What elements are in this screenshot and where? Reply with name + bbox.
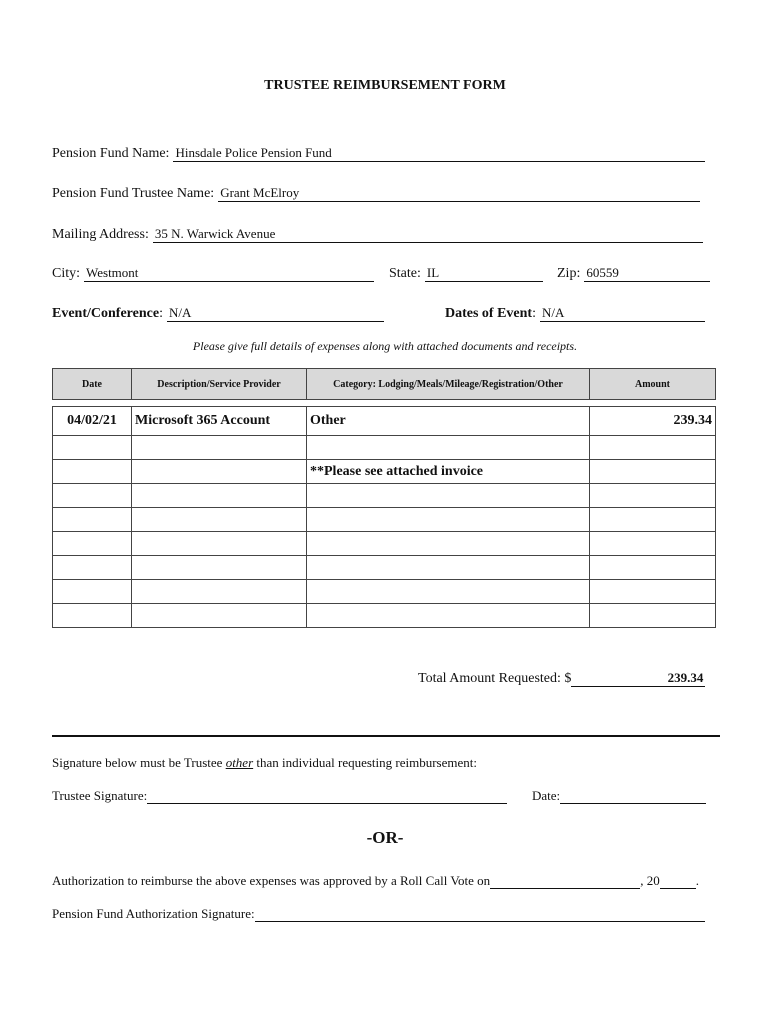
state-field[interactable]: IL xyxy=(425,265,543,282)
row-description-cell[interactable] xyxy=(132,436,307,460)
header-amount: Amount xyxy=(590,369,716,400)
row-amount-cell[interactable] xyxy=(590,604,716,628)
row-description-cell[interactable] xyxy=(132,508,307,532)
table-row xyxy=(53,436,716,460)
fund-name-field[interactable]: Hinsdale Police Pension Fund xyxy=(173,145,705,162)
row-date-cell[interactable] xyxy=(53,532,132,556)
row-amount-cell[interactable] xyxy=(590,508,716,532)
trustee-name-row xyxy=(52,185,700,202)
authorization-period: . xyxy=(695,873,699,888)
row-amount-cell[interactable] xyxy=(590,580,716,604)
row-category-cell[interactable] xyxy=(307,604,590,628)
row-category-cell[interactable] xyxy=(307,580,590,604)
event-field[interactable]: N/A xyxy=(167,305,384,322)
city-row xyxy=(52,265,374,282)
row-category-cell[interactable] xyxy=(307,556,590,580)
section-divider xyxy=(52,735,720,737)
row-category-cell[interactable] xyxy=(307,484,590,508)
row-date-cell[interactable] xyxy=(53,604,132,628)
table-row xyxy=(53,556,716,580)
signature-notice xyxy=(52,755,477,771)
city-label: City: xyxy=(52,266,81,281)
row-date-cell[interactable] xyxy=(53,484,132,508)
signature-date-row xyxy=(532,788,706,804)
signature-date-label: Date: xyxy=(532,788,561,803)
row-description-cell[interactable] xyxy=(132,556,307,580)
row-date-cell[interactable] xyxy=(53,460,132,484)
dates-field[interactable]: N/A xyxy=(540,305,705,322)
table-row xyxy=(53,604,716,628)
total-label: Total Amount Requested: $ xyxy=(418,671,572,686)
notice-emphasis: other xyxy=(225,755,254,770)
table-row xyxy=(53,508,716,532)
total-row xyxy=(418,670,705,687)
event-row: Event/Conference : N/A xyxy=(52,305,384,322)
signature-date-field[interactable] xyxy=(560,789,706,804)
notice-text-end: than individual requesting reimbursement: xyxy=(253,755,477,770)
row-description-cell[interactable] xyxy=(132,580,307,604)
authorization-row xyxy=(52,873,699,889)
table-row xyxy=(53,460,716,484)
roll-call-date-field[interactable] xyxy=(490,874,640,889)
zip-row xyxy=(557,265,710,282)
row-amount-cell[interactable] xyxy=(590,436,716,460)
row-description-cell[interactable] xyxy=(132,484,307,508)
address-row xyxy=(52,226,703,243)
row-category-cell[interactable] xyxy=(307,436,590,460)
row-category-cell[interactable] xyxy=(307,532,590,556)
zip-field[interactable]: 60559 xyxy=(584,265,710,282)
row-date-cell[interactable] xyxy=(53,556,132,580)
total-amount-field[interactable]: 239.34 xyxy=(571,670,705,687)
header-category: Category: Lodging/Meals/Mileage/Registration/Other xyxy=(307,369,590,400)
dates-label: Dates of Event xyxy=(445,306,533,321)
row-amount-cell[interactable] xyxy=(590,556,716,580)
trustee-signature-field[interactable] xyxy=(147,789,507,804)
city-field[interactable]: Westmont xyxy=(84,265,374,282)
trustee-name-field[interactable]: Grant McElroy xyxy=(218,185,700,202)
authorization-signature-row xyxy=(52,906,705,922)
header-date: Date xyxy=(53,369,132,400)
row-amount-cell[interactable] xyxy=(590,460,716,484)
trustee-name-label: Pension Fund Trustee Name: xyxy=(52,186,215,201)
trustee-signature-label: Trustee Signature: xyxy=(52,788,148,803)
row-category-cell[interactable] xyxy=(307,508,590,532)
event-label: Event/Conference xyxy=(52,306,160,321)
dates-row: Dates of Event : N/A xyxy=(445,305,705,322)
row-category-cell[interactable]: Other xyxy=(307,407,590,436)
roll-call-year-field[interactable] xyxy=(660,874,696,889)
table-row xyxy=(53,484,716,508)
trustee-signature-row xyxy=(52,788,507,804)
instructions-text: Please give full details of expenses along with attached documents and receipts. xyxy=(192,339,578,353)
authorization-signature-label: Pension Fund Authorization Signature: xyxy=(52,906,255,921)
address-field[interactable]: 35 N. Warwick Avenue xyxy=(153,226,703,243)
table-row xyxy=(53,580,716,604)
row-date-cell[interactable] xyxy=(53,508,132,532)
table-row xyxy=(53,532,716,556)
form-title: TRUSTEE REIMBURSEMENT FORM xyxy=(264,78,506,93)
row-date-cell[interactable] xyxy=(53,436,132,460)
zip-label: Zip: xyxy=(557,266,581,281)
state-label: State: xyxy=(389,266,421,281)
row-description-cell[interactable] xyxy=(132,460,307,484)
row-description-cell[interactable]: Microsoft 365 Account xyxy=(132,407,307,436)
row-description-cell[interactable] xyxy=(132,532,307,556)
expense-table xyxy=(52,368,716,628)
table-header-row xyxy=(53,369,716,400)
row-amount-cell[interactable] xyxy=(590,484,716,508)
notice-text-start: Signature below must be Trustee xyxy=(52,755,226,770)
row-description-cell[interactable] xyxy=(132,604,307,628)
authorization-year-prefix: , 20 xyxy=(640,873,660,888)
row-amount-cell[interactable] xyxy=(590,532,716,556)
authorization-text: Authorization to reimburse the above expenses was approved by a Roll Call Vote on xyxy=(52,873,491,888)
table-row xyxy=(53,407,716,436)
row-category-cell[interactable]: **Please see attached invoice xyxy=(307,460,590,484)
fund-name-label: Pension Fund Name: xyxy=(52,146,170,161)
authorization-signature-field[interactable] xyxy=(255,907,705,922)
address-label: Mailing Address: xyxy=(52,227,149,242)
row-date-cell[interactable] xyxy=(53,580,132,604)
fund-name-row xyxy=(52,145,705,162)
row-amount-cell[interactable]: 239.34 xyxy=(590,407,716,436)
header-description: Description/Service Provider xyxy=(132,369,307,400)
or-divider: -OR- xyxy=(366,828,404,847)
state-row xyxy=(389,265,543,282)
row-date-cell[interactable]: 04/02/21 xyxy=(53,407,132,436)
